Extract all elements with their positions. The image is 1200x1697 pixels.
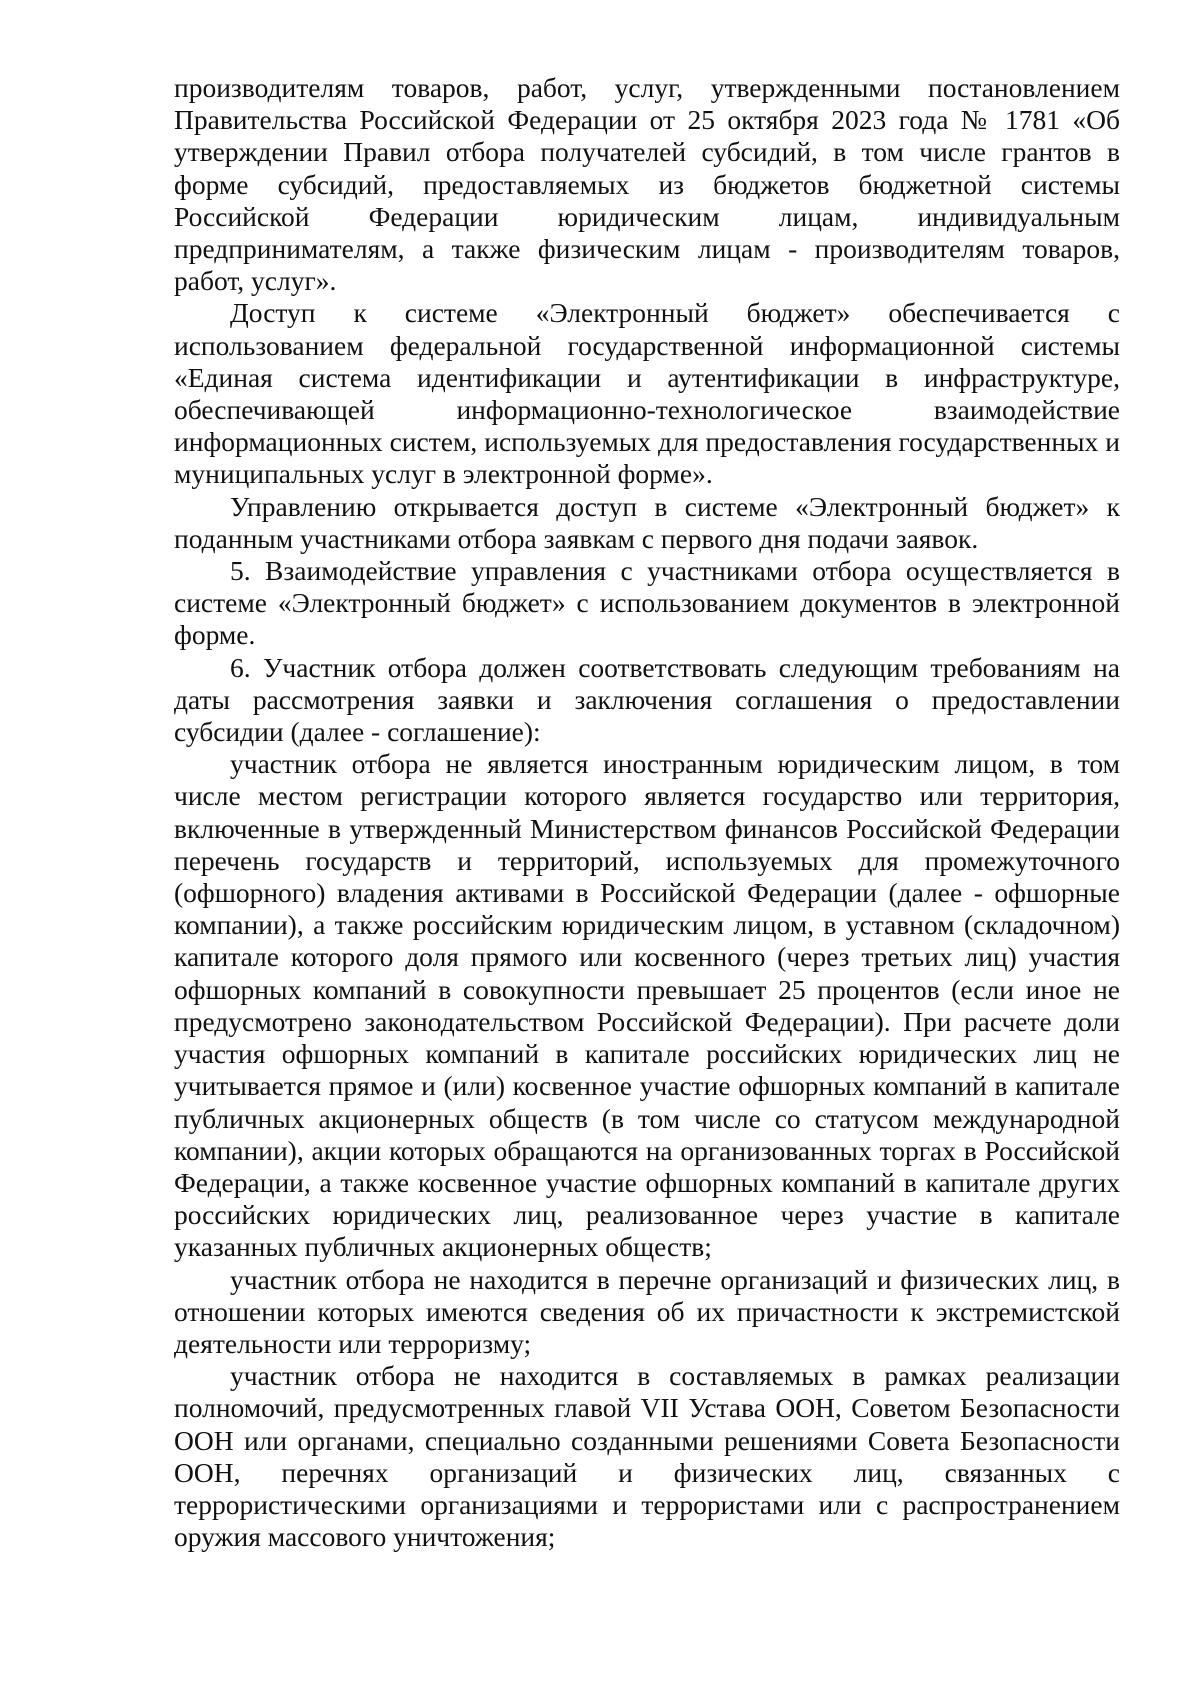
- paragraph-directorate-access: Управлению открывается доступ в системе «Электронный бюджет» к поданным участниками отбора заявкам с первого дня подачи заявок.: [174, 490, 1120, 554]
- paragraph-offshore-requirement: участник отбора не является иностранным юридическим лицом, в том числе местом регистрации которого является государство или территория, включенные в утвержденный Министерством финансов Российской Федерации перечень государств и территорий, используемых для промежуточного (офшорного) владения активами в Российской Федерации (далее - офшорные компании), а также российским юридическим лицом, в уставном (складочном) капитале которого доля прямого или косвенного (через третьих лиц) участия офшорных компаний в совокупности превышает 25 процентов (если иное не предусмотрено законодательством Российской Федерации). При расчете доли участия офшорных компаний в капитале российских юридических лиц не учитывается прямое и (или) косвенное участие офшорных компаний в капитале публичных акционерных обществ (в том числе со статусом международной компании), акции которых обращаются на организованных торгах в Российской Федерации, а также косвенное участие офшорных компаний в капитале других российских юридических лиц, реализованное через участие в капитале указанных публичных акционерных обществ;: [174, 748, 1120, 1263]
- paragraph-extremism-requirement: участник отбора не находится в перечне организаций и физических лиц, в отношении которых имеются сведения об их причастности к экстремистской деятельности или терроризму;: [174, 1263, 1120, 1359]
- paragraph-item-6: 6. Участник отбора должен соответствовать следующим требованиям на даты рассмотрения заявки и заключения соглашения о предоставлении субсидии (далее - соглашение):: [174, 651, 1120, 748]
- document-body: [174, 72, 1120, 1553]
- paragraph-item-5: 5. Взаимодействие управления с участниками отбора осуществляется в системе «Электронный бюджет» с использованием документов в электронной форме.: [174, 555, 1120, 651]
- paragraph-access-system: Доступ к системе «Электронный бюджет» обеспечивается с использованием федеральной государственной информационной системы «Единая система идентификации и аутентификации в инфраструктуре, обеспечивающей информационно-технологическое взаимодействие информационных систем, используемых для предоставления государственных и муниципальных услуг в электронной форме».: [174, 297, 1120, 490]
- paragraph-un-sanctions-requirement: участник отбора не находится в составляемых в рамках реализации полномочий, предусмотренных главой VII Устава ООН, Советом Безопасности ООН или органами, специально созданными решениями Совета Безопасности ООН, перечнях организаций и физических лиц, связанных с террористическими организациями и террористами или с распространением оружия массового уничтожения;: [174, 1360, 1120, 1553]
- paragraph-continuation: производителям товаров, работ, услуг, утвержденными постановлением Правительства Российской Федерации от 25 октября 2023 года № 1781 «Об утверждении Правил отбора получателей субсидий, в том числе грантов в форме субсидий, предоставляемых из бюджетов бюджетной системы Российской Федерации юридическим лицам, индивидуальным предпринимателям, а также физическим лицам - производителям товаров, работ, услуг».: [174, 72, 1120, 297]
